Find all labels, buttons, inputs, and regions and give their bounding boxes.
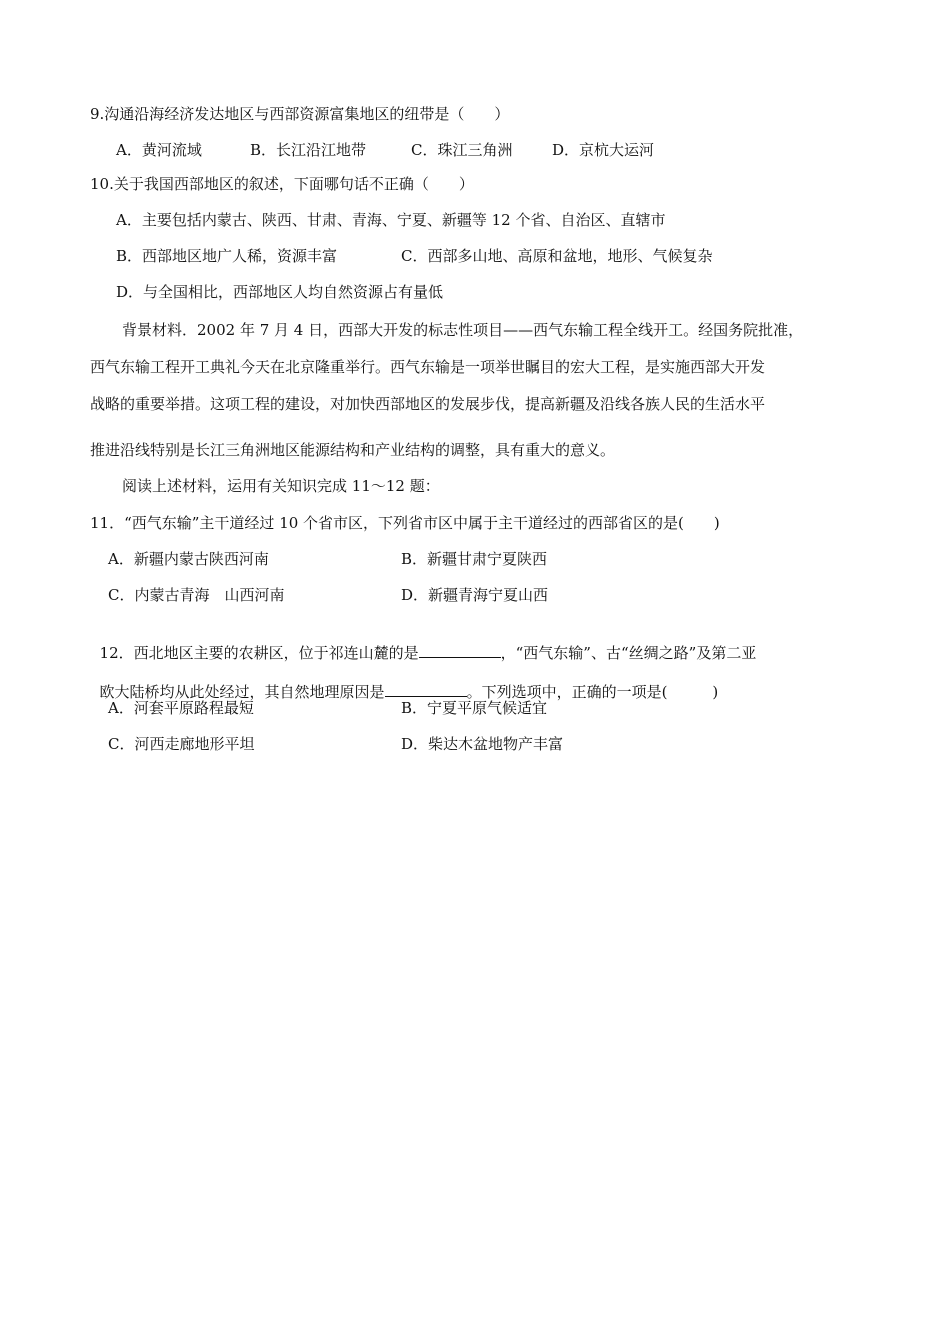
question-10-option-a: A．主要包括内蒙古、陕西、甘肃、青海、宁夏、新疆等 12 个省、自治区、直辖市 — [116, 211, 666, 229]
question-11-option-d: D．新疆青海宁夏山西 — [401, 586, 549, 604]
question-9-option-d: D．京杭大运河 — [552, 141, 655, 159]
background-paragraph-line-1: 背景材料．2002 年 7 月 4 日，西部大开发的标志性项目——西气东输工程全线开工。经国务院批准， — [122, 321, 804, 339]
question-9-option-a: A．黄河流域 — [116, 141, 202, 159]
question-9-option-b: B．长江沿江地带 — [250, 141, 367, 159]
background-paragraph-line-2: 西气东输工程开工典礼今天在北京隆重举行。西气东输是一项举世瞩目的宏大工程，是实施西部大开发 — [90, 358, 766, 376]
question-12-option-a: A．河套平原路程最短 — [108, 699, 254, 717]
background-paragraph-line-4: 推进沿线特别是长江三角洲地区能源结构和产业结构的调整，具有重大的意义。 — [90, 441, 616, 459]
question-9-option-c: C．珠江三角洲 — [411, 141, 513, 159]
answer-blank-1[interactable] — [419, 642, 501, 658]
question-9-stem: 9.沟通沿海经济发达地区与西部资源富集地区的纽带是（ ） — [90, 105, 510, 123]
question-11-stem: 11．“西气东输”主干道经过 10 个省市区，下列省市区中属于主干道经过的西部省区的是( ) — [90, 514, 720, 532]
question-12-option-c: C．河西走廊地形平坦 — [108, 735, 255, 753]
question-10-option-b: B．西部地区地广人稀，资源丰富 — [116, 247, 338, 265]
question-12-stem-line-2-part-2: 。下列选项中，正确的一项是( ) — [466, 683, 719, 701]
question-12-option-b: B．宁夏平原气候适宜 — [401, 699, 548, 717]
question-11-option-c: C．内蒙古青海 山西河南 — [108, 586, 285, 604]
answer-blank-2[interactable] — [385, 681, 467, 697]
question-12-stem-part-1: 12．西北地区主要的农耕区，位于祁连山麓的是 — [99, 644, 419, 662]
reading-instruction: 阅读上述材料，运用有关知识完成 11～12 题： — [122, 477, 440, 495]
question-12-stem-line-2-part-1: 欧大陆桥均从此处经过，其自然地理原因是 — [99, 683, 385, 701]
question-10-stem: 10.关于我国西部地区的叙述，下面哪句话不正确（ ） — [90, 175, 474, 193]
question-11-option-a: A．新疆内蒙古陕西河南 — [108, 550, 269, 568]
question-11-option-b: B．新疆甘肃宁夏陕西 — [401, 550, 548, 568]
question-12-stem-line-2 — [90, 661, 718, 702]
question-12-option-d: D．柴达木盆地物产丰富 — [401, 735, 564, 753]
question-10-option-d: D．与全国相比，西部地区人均自然资源占有量低 — [116, 283, 444, 301]
background-paragraph-line-3: 战略的重要举措。这项工程的建设，对加快西部地区的发展步伐，提高新疆及沿线各族人民的生活水平 — [90, 395, 766, 413]
question-12-stem-line-1 — [90, 622, 756, 663]
question-12-stem-part-2: ，“西气东输”、古“丝绸之路”及第二亚 — [500, 644, 757, 662]
question-10-option-c: C．西部多山地、高原和盆地，地形、气候复杂 — [401, 247, 713, 265]
